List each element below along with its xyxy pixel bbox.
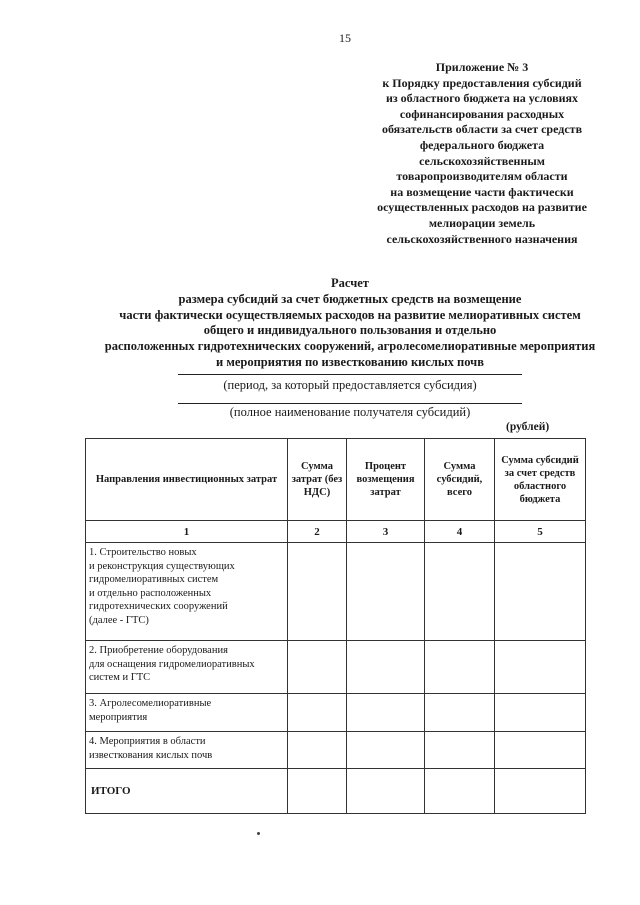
empty-cell [425, 732, 495, 769]
appendix-line: сельскохозяйственного назначения [386, 231, 578, 246]
row-label-text: 3. Агролесомелиоративные мероприятия [89, 698, 212, 723]
row-label [86, 694, 288, 732]
empty-cell [347, 543, 425, 641]
row-label-text: 1. Строительство новых и реконструкция существующих гидромелиоративных систем и отдельно расположенных гидротехнических сооружений (далее - ГТС) [89, 547, 235, 626]
period-blank-line [178, 374, 522, 375]
column-number: 2 [288, 521, 347, 543]
empty-cell [288, 543, 347, 641]
row-label [86, 732, 288, 769]
empty-cell [347, 769, 425, 814]
empty-cell [495, 769, 586, 814]
appendix-header [357, 60, 607, 247]
appendix-line: мелиорации земель [428, 215, 536, 230]
table-row [86, 641, 586, 694]
empty-cell [495, 641, 586, 694]
empty-cell [288, 732, 347, 769]
table-row [86, 694, 586, 732]
appendix-line: софинансирования расходных [399, 106, 565, 121]
empty-cell [495, 694, 586, 732]
recipient-caption: (полное наименование получателя субсидий) [229, 405, 471, 419]
empty-cell [288, 769, 347, 814]
empty-cell [495, 543, 586, 641]
title-line: части фактически осуществляемых расходов на развитие мелиоративных систем [119, 307, 581, 322]
column-number: 3 [347, 521, 425, 543]
table-row [86, 732, 586, 769]
recipient-blank-line [178, 403, 522, 404]
empty-cell [425, 694, 495, 732]
appendix-line: осуществленных расходов на развитие [377, 200, 587, 215]
total-label: ИТОГО [86, 769, 288, 814]
header-cell: Сумма субсидий за счет средств областного бюджета [495, 439, 586, 521]
title-line: и мероприятия по известкованию кислых почв [216, 354, 484, 369]
column-number: 5 [495, 521, 586, 543]
period-caption: (период, за который предоставляется субсидия) [223, 378, 477, 392]
column-number: 1 [86, 521, 288, 543]
appendix-line: из областного бюджета на условиях [385, 91, 579, 106]
table-row [86, 543, 586, 641]
empty-cell [495, 732, 586, 769]
document-title [60, 276, 640, 371]
empty-cell [347, 732, 425, 769]
title-line: размера субсидий за счет бюджетных средств на возмещение [178, 291, 522, 306]
row-label-text: 2. Приобретение оборудования для оснащения гидромелиоративных систем и ГТС [89, 645, 255, 683]
appendix-line: к Порядку предоставления субсидий [382, 75, 582, 90]
empty-cell [425, 543, 495, 641]
empty-cell [347, 641, 425, 694]
empty-cell [288, 641, 347, 694]
empty-cell [347, 694, 425, 732]
row-label [86, 641, 288, 694]
empty-cell [288, 694, 347, 732]
header-cell: Направления инвестиционных затрат [86, 439, 288, 521]
appendix-line: товаропроизводителям области [396, 169, 568, 184]
units-label: (рублей) [506, 421, 550, 433]
header-cell: Сумма затрат (без НДС) [288, 439, 347, 521]
column-number: 4 [425, 521, 495, 543]
appendix-line: Приложение № 3 [435, 60, 529, 74]
row-label-text: 4. Мероприятия в области известкования кислых почв [89, 736, 213, 761]
column-number-row [86, 521, 586, 543]
appendix-line: федерального бюджета [419, 137, 545, 152]
header-cell: Процент возмещения затрат [347, 439, 425, 521]
header-cell: Сумма субсидий, всего [425, 439, 495, 521]
appendix-line: на возмещение части фактически [390, 184, 574, 199]
appendix-line: обязательств области за счет средств [381, 122, 583, 137]
page-number: 15 [339, 31, 351, 45]
appendix-line: сельскохозяйственным [419, 153, 545, 168]
title-line: общего и индивидуального пользования и отдельно [203, 323, 497, 338]
table-header-row [86, 439, 586, 521]
subsidy-calculation-table [85, 438, 586, 814]
empty-cell [425, 641, 495, 694]
empty-cell [425, 769, 495, 814]
total-row [86, 769, 586, 814]
row-label [86, 543, 288, 641]
scan-speck [257, 832, 260, 835]
title-line: расположенных гидротехнических сооружений, агролесомелиоративные мероприятия [104, 339, 596, 354]
title-line: Расчет [331, 276, 369, 290]
